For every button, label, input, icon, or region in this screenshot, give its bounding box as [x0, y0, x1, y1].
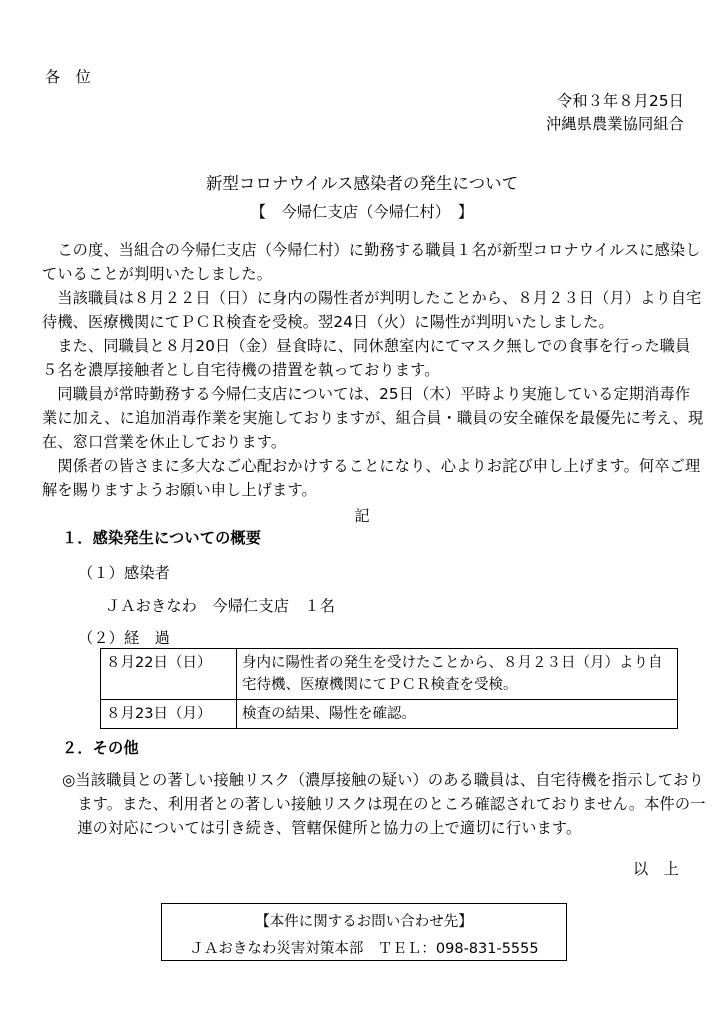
section2-heading: ２．その他 — [62, 739, 139, 757]
organization-name: 沖縄県農業協同組合 — [545, 115, 684, 133]
contact-title: 【本件に関するお問い合わせ先】 — [255, 914, 473, 930]
other-line: ◎当該職員との著しい接触リスク（濃厚接触の疑い）のある職員は、自宅待機を指示しており — [62, 771, 704, 789]
timeline-date: ８月23日（月） — [101, 700, 237, 729]
table-row — [101, 649, 678, 700]
body-line: また、同職員と８月20日（金）昼食時に、同休憩室内にてマスク無しでの食事を行った職員 — [42, 337, 691, 355]
timeline-table — [100, 648, 678, 729]
table-row — [101, 700, 678, 729]
contact-box — [161, 903, 567, 961]
closing-mark: 以 上 — [632, 860, 679, 878]
issue-date: 令和３年８月25日 — [557, 92, 684, 110]
body-line: 解を賜りますようお願い申し上げます。 — [42, 481, 317, 499]
other-line: 連の対応については引き続き、管轄保健所と協力の上で適切に行います。 — [62, 819, 582, 837]
body-line: この度、当組合の今帰仁支店（今帰仁村）に勤務する職員１名が新型コロナウイルスに感染し — [42, 241, 701, 259]
infected-value: ＪＡおきなわ 今帰仁支店 １名 — [105, 597, 336, 615]
other-line: ます。また、利用者との著しい接触リスクは現在のところ確認されておりません。本件の一 — [62, 795, 706, 813]
addressee: 各 位 — [45, 68, 92, 86]
infected-label: （１）感染者 — [78, 564, 171, 582]
body-line: 当該職員は８月２２日（日）に身内の陽性者が判明したことから、８月２３日（月）より自宅 — [42, 289, 702, 307]
body-line: 関係者の皆さまに多大なご心配おかけすることになり、心よりお詫び申し上げます。何卒ご理 — [42, 457, 701, 475]
timeline-date: ８月22日（日） — [101, 649, 237, 700]
timeline-event: 検査の結果、陽性を確認。 — [237, 700, 678, 729]
branch-subtitle: 【 今帰仁支店（今帰仁村） 】 — [250, 203, 474, 221]
body-line: ていることが判明いたしました。 — [42, 265, 273, 283]
ki-mark: 記 — [354, 507, 370, 525]
timeline-event: 身内に陽性者の発生を受けたことから、８月２３日（月）より自宅待機、医療機関にてＰＣＲ検査を受検。 — [237, 649, 678, 700]
document-title: 新型コロナウイルス感染者の発生について — [205, 174, 519, 193]
body-line: 業に加え、に追加消毒作業を実施しておりますが、組合員・職員の安全確保を最優先に考え、現 — [42, 409, 704, 427]
body-line: ５名を濃厚接触者とし自宅待機の措置を執っております。 — [42, 361, 440, 379]
timeline-label: （２）経 過 — [78, 629, 171, 647]
body-line: 待機、医療機関にてＰＣＲ検査を受検。翌24日（火）に陽性が判明いたしました。 — [42, 313, 614, 331]
body-line: 在、窓口営業を休止しております。 — [42, 433, 287, 451]
section1-heading: １．感染発生についての概要 — [62, 529, 262, 547]
contact-line: ＪＡおきなわ災害対策本部 ＴＥＬ：098-831-5555 — [189, 941, 539, 957]
body-line: 同職員が常時勤務する今帰仁支店については、25日（木）平時より実施している定期消毒作 — [42, 385, 691, 403]
